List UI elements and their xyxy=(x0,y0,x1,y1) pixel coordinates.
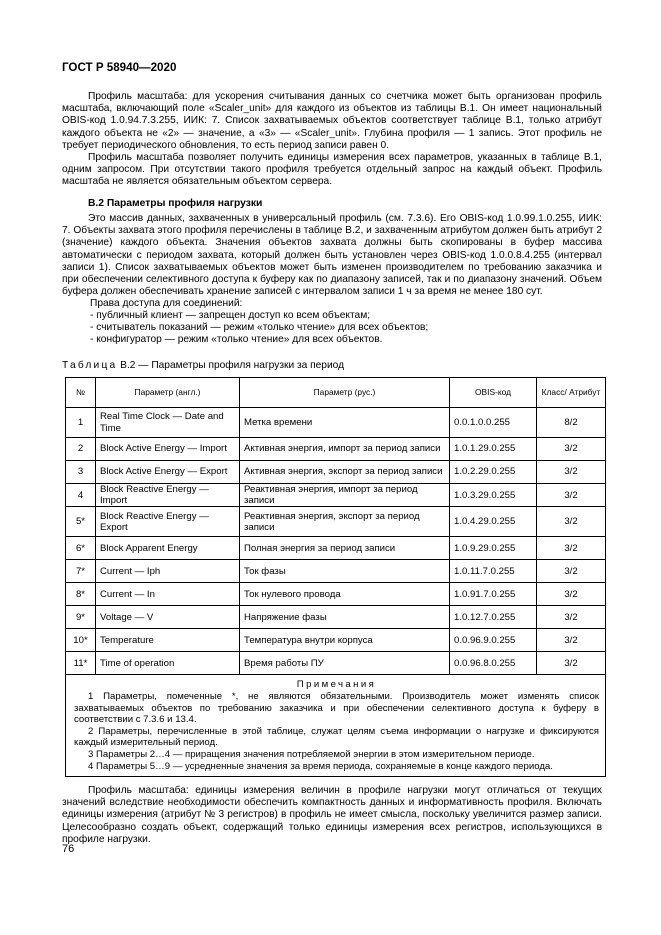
cell-class-attr: 8/2 xyxy=(537,408,606,438)
cell-param-ru: Время работы ПУ xyxy=(240,652,450,675)
col-header-param-ru: Параметр (рус.) xyxy=(240,378,450,408)
cell-obis: 0.0.96.8.0.255 xyxy=(450,652,537,675)
cell-obis: 0.0.1.0.0.255 xyxy=(450,408,537,438)
intro-paragraph-1: Профиль масштаба: для ускорения считывания данных со счетчика может быть организован профиль масштаба, включающий поле «Scaler_unit» для каждого из объектов из таблицы В.1. Он имеет национальный OBIS-код 1.0.94.7.3.255, ИИК: 7. Список захватываемых объектов соответствует таблице В.1, только атрибут каждого объекта не «2» — значение, а «3» — «Scaler_unit». Глубина профиля — 1 запись. Этот профиль не требует периодического обновления, то есть период записи равен 0. xyxy=(62,91,602,151)
table-note: 4 Параметры 5…9 — усредненные значения за время периода, сохраняемые в конце каждого периода. xyxy=(88,760,553,772)
access-item: - конфигуратор — режим «только чтение» для всех объектов. xyxy=(90,334,383,345)
cell-param-en: Block Reactive Energy — Export xyxy=(96,507,240,537)
table-row xyxy=(66,629,606,652)
cell-param-en: Temperature xyxy=(96,629,240,652)
cell-class-attr: 3/2 xyxy=(537,461,606,484)
table-note: 2 Параметры, перечисленные в этой таблице, служат целям съема информации о нагрузке и фиксируются каждый измерительный период. xyxy=(74,725,599,749)
section-paragraph: Это массив данных, захваченных в универсальный профиль (см. 7.3.6). Его OBIS-код 1.0.99.1.0.255, ИИК: 7. Объекты захвата этого профиля перечислены в таблице В.2, и захваченным атрибутом должен быть атрибут 2 (значение) каждого объекта. Значения объектов захвата должны быть скопированы в буфер массива автоматически с периодом захвата, который должен быть установлен через OBIS-код 1.0.0.8.4.255 (интервал записи 1). Список захватываемых объектов может быть изменен производителем по требованию заказчика и при обеспечении селективного доступа к буферу как по диапазону записей, так и по диапазону значений. Объем буфера должен обеспечивать хранение записей с интервалом записи 1 ч за время не менее 180 сут. xyxy=(62,213,602,298)
cell-obis: 1.0.12.7.0.255 xyxy=(450,606,537,629)
cell-param-ru: Активная энергия, импорт за период записи xyxy=(240,438,450,461)
cell-param-ru: Температура внутри корпуса xyxy=(240,629,450,652)
cell-param-en: Current — In xyxy=(96,583,240,606)
document-header: ГОСТ Р 58940—2020 xyxy=(62,61,177,74)
cell-obis: 1.0.91.7.0.255 xyxy=(450,583,537,606)
cell-number: 1 xyxy=(66,408,96,438)
access-rights-title: Права доступа для соединений: xyxy=(90,298,243,309)
cell-number: 5* xyxy=(66,507,96,537)
table-note: 3 Параметры 2…4 — приращения значения потребляемой энергии в этом измерительном периоде. xyxy=(88,748,535,760)
col-header-class-attr: Класс/ Атрибут xyxy=(537,378,606,408)
cell-param-en: Block Active Energy — Export xyxy=(96,461,240,484)
cell-param-en: Time of operation xyxy=(96,652,240,675)
cell-class-attr: 3/2 xyxy=(537,629,606,652)
cell-param-ru: Ток нулевого провода xyxy=(240,583,450,606)
cell-number: 6* xyxy=(66,537,96,560)
cell-number: 2 xyxy=(66,438,96,461)
table-header-row xyxy=(66,378,606,408)
cell-param-en: Voltage — V xyxy=(96,606,240,629)
cell-obis: 1.0.11.7.0.255 xyxy=(450,560,537,583)
cell-param-ru: Активная энергия, экспорт за период записи xyxy=(240,461,450,484)
cell-param-en: Current — Iph xyxy=(96,560,240,583)
cell-class-attr: 3/2 xyxy=(537,484,606,507)
cell-class-attr: 3/2 xyxy=(537,560,606,583)
notes-title: Примечания xyxy=(296,679,377,691)
cell-number: 9* xyxy=(66,606,96,629)
cell-number: 7* xyxy=(66,560,96,583)
cell-param-ru: Напряжение фазы xyxy=(240,606,450,629)
table-row xyxy=(66,438,606,461)
cell-number: 3 xyxy=(66,461,96,484)
cell-number: 4 xyxy=(66,484,96,507)
table-notes-row xyxy=(66,675,606,777)
cell-obis: 1.0.3.29.0.255 xyxy=(450,484,537,507)
table-row xyxy=(66,537,606,560)
cell-obis: 1.0.9.29.0.255 xyxy=(450,537,537,560)
closing-paragraph: Профиль масштаба: единицы измерения величин в профиле нагрузки могут отличаться от текущих значений вследствие необходимости обеспечить компактность данных и информативность профиля. Включать единицы измерения (атрибут № 3 регистров) в профиль не имеет смысла, поскольку увеличится размер записи. Целесообразно создать объект, содержащий только единицы измерения всех регистров, использующихся в профиле нагрузки. xyxy=(62,785,602,845)
cell-class-attr: 3/2 xyxy=(537,537,606,560)
table-caption: Таблица В.2 — Параметры профиля нагрузки за период xyxy=(62,360,345,371)
cell-param-en: Real Time Clock — Date and Time xyxy=(96,408,240,438)
cell-number: 10* xyxy=(66,629,96,652)
cell-param-ru: Метка времени xyxy=(240,408,450,438)
table-notes xyxy=(66,675,606,777)
cell-param-ru: Реактивная энергия, импорт за период записи xyxy=(240,484,450,507)
cell-param-en: Block Apparent Energy xyxy=(96,537,240,560)
col-header-param-en: Параметр (англ.) xyxy=(96,378,240,408)
cell-obis: 1.0.2.29.0.255 xyxy=(450,461,537,484)
load-profile-table xyxy=(65,377,606,777)
table-row xyxy=(66,507,606,537)
cell-obis: 0.0.96.9.0.255 xyxy=(450,629,537,652)
cell-class-attr: 3/2 xyxy=(537,438,606,461)
page-number: 76 xyxy=(62,843,75,855)
intro-paragraph-2: Профиль масштаба позволяет получить единицы измерения всех параметров, указанных в таблице В.1, одним запросом. При отсутствии такого профиля требуется отдельный запрос на каждый объект. Профиль масштаба не является обязательным объектом сервера. xyxy=(62,152,602,188)
cell-class-attr: 3/2 xyxy=(537,606,606,629)
table-row xyxy=(66,606,606,629)
cell-param-ru: Реактивная энергия, экспорт за период записи xyxy=(240,507,450,537)
cell-param-en: Block Reactive Energy — Import xyxy=(96,484,240,507)
cell-number: 8* xyxy=(66,583,96,606)
table-row xyxy=(66,408,606,438)
table-row xyxy=(66,652,606,675)
table-note: 1 Параметры, помеченные *, не являются обязательными. Производитель может изменять список захватываемых объектов по требованию заказчика и при обеспечении селективного доступа к буферу в соответствии с 7.3.6 и 13.4. xyxy=(74,691,599,726)
cell-obis: 1.0.1.29.0.255 xyxy=(450,438,537,461)
cell-obis: 1.0.4.29.0.255 xyxy=(450,507,537,537)
cell-class-attr: 3/2 xyxy=(537,507,606,537)
cell-class-attr: 3/2 xyxy=(537,583,606,606)
cell-param-ru: Ток фазы xyxy=(240,560,450,583)
cell-param-ru: Полная энергия за период записи xyxy=(240,537,450,560)
cell-class-attr: 3/2 xyxy=(537,652,606,675)
table-row xyxy=(66,583,606,606)
col-header-number: № xyxy=(66,378,96,408)
access-item: - считыватель показаний — режим «только чтение» для всех объектов; xyxy=(90,322,429,333)
access-item: - публичный клиент — запрещен доступ ко всем объектам; xyxy=(90,310,371,321)
cell-param-en: Block Active Energy — Import xyxy=(96,438,240,461)
table-row xyxy=(66,560,606,583)
cell-number: 11* xyxy=(66,652,96,675)
table-row xyxy=(66,461,606,484)
col-header-obis: OBIS-код xyxy=(450,378,537,408)
table-row xyxy=(66,484,606,507)
section-title: В.2 Параметры профиля нагрузки xyxy=(88,198,263,209)
